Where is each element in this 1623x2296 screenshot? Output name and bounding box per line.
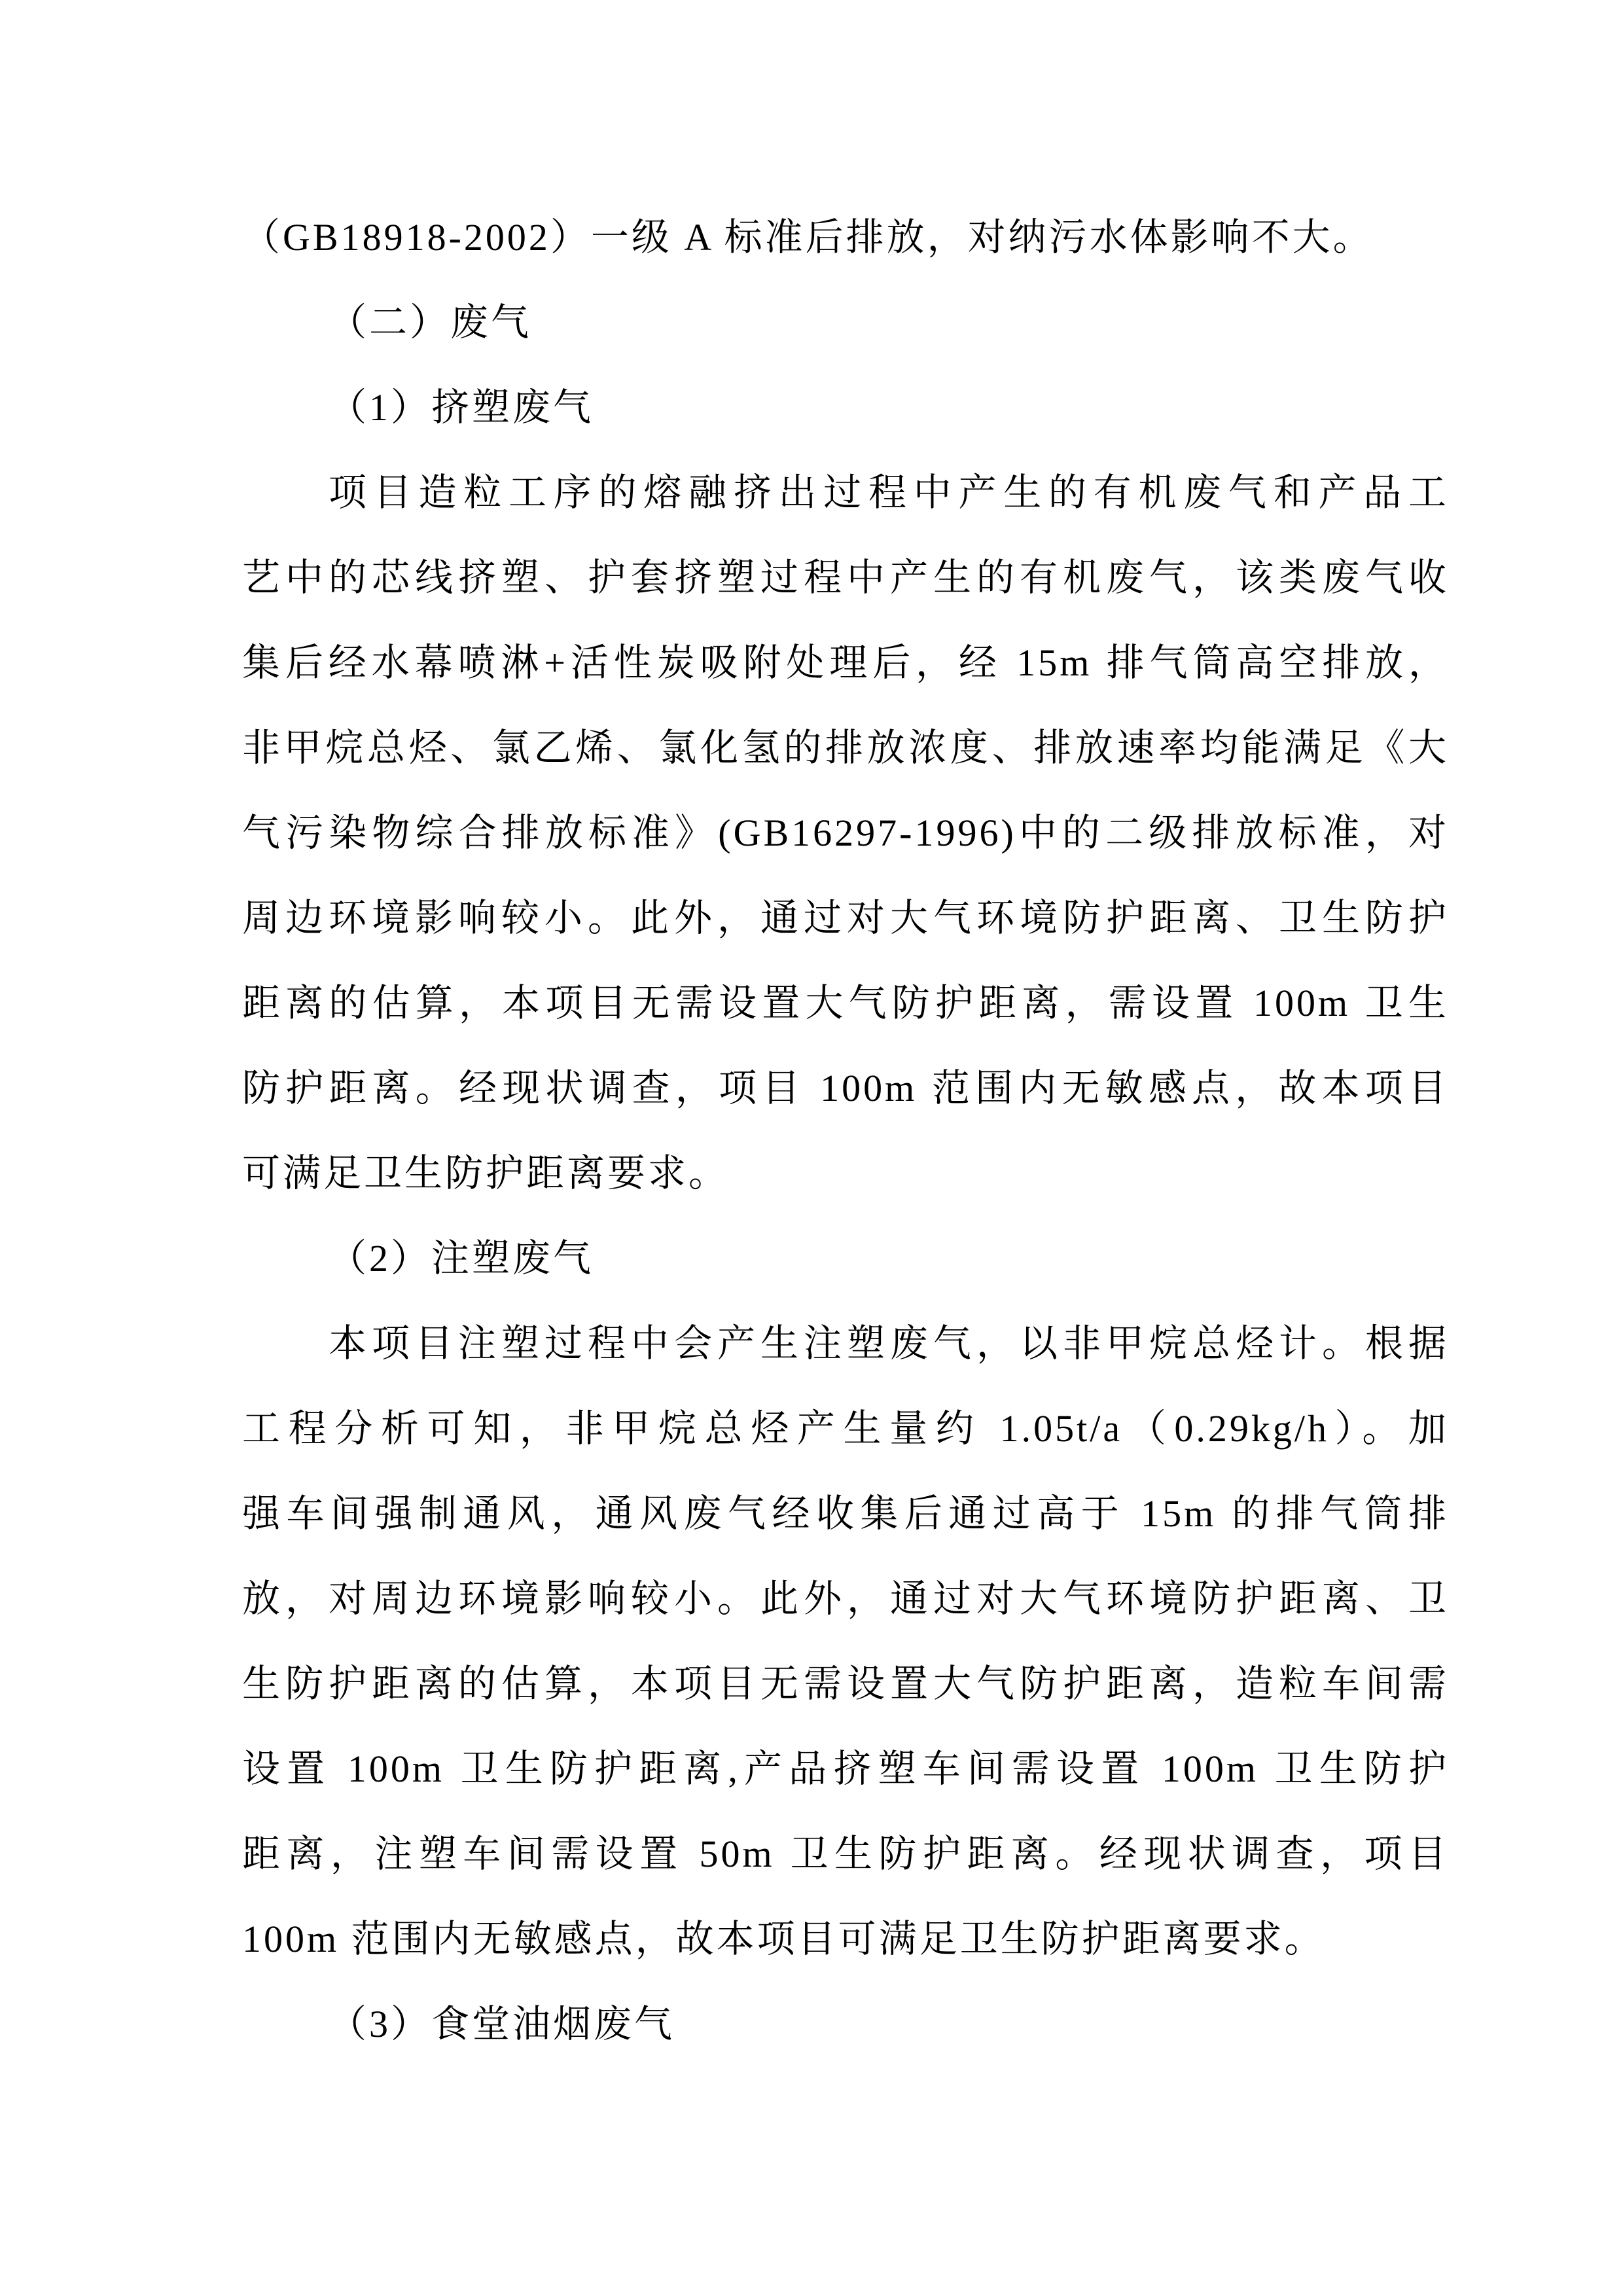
heading-section-2-waste-gas: （二）废气 xyxy=(329,301,532,344)
text-line: 集后经水幕喷淋+活性炭吸附处理后，经 15m 排气筒高空排放， xyxy=(242,641,1449,684)
text-line: 艺中的芯线挤塑、护套挤塑过程中产生的有机废气，该类废气收 xyxy=(242,556,1449,599)
text-line: 距离，注塑车间需设置 50m 卫生防护距离。经现状调查，项目 xyxy=(242,1833,1449,1875)
text-line: 项目造粒工序的熔融挤出过程中产生的有机废气和产品工 xyxy=(329,471,1449,514)
text-line: 设置 100m 卫生防护距离,产品挤塑车间需设置 100m 卫生防护 xyxy=(242,1748,1449,1790)
text-line: 工程分析可知，非甲烷总烃产生量约 1.05t/a（0.29kg/h）。加 xyxy=(242,1407,1449,1450)
text-line: 气污染物综合排放标准》(GB16297-1996)中的二级排放标准，对 xyxy=(242,812,1449,854)
text-line: 本项目注塑过程中会产生注塑废气，以非甲烷总烃计。根据 xyxy=(329,1322,1449,1365)
text-line: 强车间强制通风，通风废气经收集后通过高于 15m 的排气筒排 xyxy=(242,1492,1449,1535)
text-line: 周边环境影响较小。此外，通过对大气环境防护距离、卫生防护 xyxy=(242,897,1449,939)
text-line: 防护距离。经现状调查，项目 100m 范围内无敏感点，故本项目 xyxy=(242,1067,1449,1109)
text-line: 非甲烷总烃、氯乙烯、氯化氢的排放浓度、排放速率均能满足《大 xyxy=(242,726,1449,769)
text-line-continuation: （GB18918-2002）一级 A 标准后排放，对纳污水体影响不大。 xyxy=(242,216,1374,259)
text-line-paragraph-end: 可满足卫生防护距离要求。 xyxy=(242,1152,730,1194)
text-line: 距离的估算，本项目无需设置大气防护距离，需设置 100m 卫生 xyxy=(242,982,1449,1024)
heading-item-1-extrusion-gas: （1）挤塑废气 xyxy=(329,386,594,429)
heading-item-2-injection-gas: （2）注塑废气 xyxy=(329,1237,594,1280)
text-line-paragraph-end: 100m 范围内无敏感点，故本项目可满足卫生防护距离要求。 xyxy=(242,1918,1325,1960)
text-line: 放，对周边环境影响较小。此外，通过对大气环境防护距离、卫 xyxy=(242,1577,1449,1620)
heading-item-3-canteen-fume-gas: （3）食堂油烟废气 xyxy=(329,2003,675,2045)
text-column xyxy=(242,195,1449,2067)
text-line: 生防护距离的估算，本项目无需设置大气防护距离，造粒车间需 xyxy=(242,1662,1449,1705)
